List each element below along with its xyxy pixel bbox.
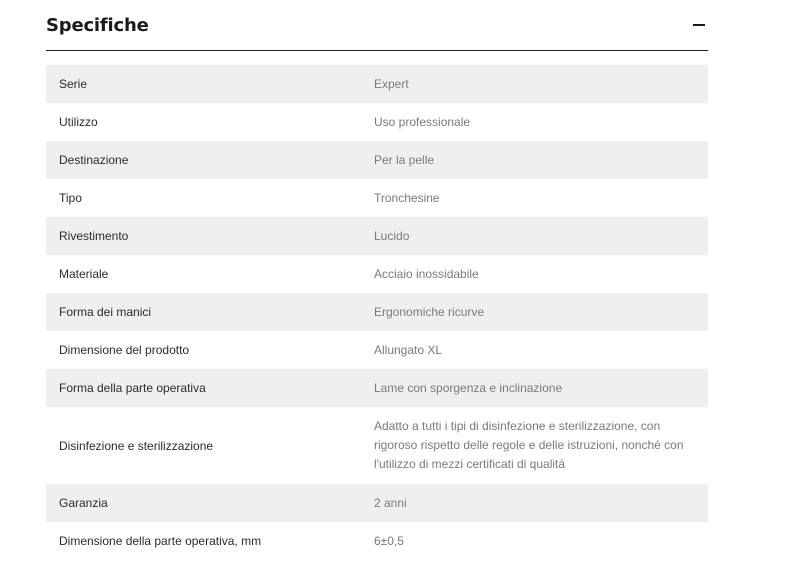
spec-row — [46, 369, 708, 407]
specifications-section — [46, 0, 708, 548]
spec-value: Tronchesine — [374, 190, 440, 205]
spec-key: Garanzia — [59, 496, 108, 510]
spec-row — [46, 103, 708, 141]
spec-key: Materiale — [59, 267, 109, 281]
spec-value: Per la pelle — [374, 152, 435, 167]
spec-value: Allungato XL — [374, 342, 443, 357]
spec-value: Uso professionale — [374, 114, 471, 129]
spec-row — [46, 141, 708, 179]
spec-key: Forma della parte operativa — [59, 381, 206, 395]
spec-row — [46, 522, 708, 560]
spec-key: Dimensione del prodotto — [59, 343, 190, 357]
spec-row — [46, 217, 708, 255]
spec-key: Tipo — [59, 191, 82, 205]
spec-value: Lucido — [374, 228, 410, 243]
spec-key: Disinfezione e sterilizzazione — [59, 438, 214, 453]
spec-value: Adatto a tutti i tipi di disinfezione e sterilizzazione, con rigoroso rispetto delle regole e delle istruzioni, nonché con l'utilizzo di mezzi certificati di qualità — [374, 419, 684, 471]
spec-value: 6±0,5 — [374, 533, 404, 548]
spec-value: Expert — [374, 76, 409, 91]
spec-key: Dimensione della parte operativa, mm — [59, 534, 262, 548]
minus-icon[interactable] — [691, 17, 707, 33]
spec-row — [46, 293, 708, 331]
spec-value: 2 anni — [374, 495, 407, 510]
spec-value: Ergonomiche ricurve — [374, 304, 485, 319]
specifications-header[interactable] — [46, 0, 708, 51]
section-title: Specifiche — [46, 14, 149, 36]
spec-row — [46, 484, 708, 522]
spec-key: Rivestimento — [59, 229, 129, 243]
spec-value: Acciaio inossidabile — [374, 266, 479, 281]
spec-row — [46, 179, 708, 217]
spec-row — [46, 255, 708, 293]
spec-key: Forma dei manici — [59, 305, 152, 319]
spec-key: Serie — [59, 77, 88, 91]
spec-value: Lame con sporgenza e inclinazione — [374, 380, 563, 395]
spec-row — [46, 65, 708, 103]
spec-key: Destinazione — [59, 153, 129, 167]
spec-key: Utilizzo — [59, 115, 98, 129]
spec-table — [46, 65, 708, 560]
spec-row — [46, 407, 708, 484]
spec-row — [46, 331, 708, 369]
